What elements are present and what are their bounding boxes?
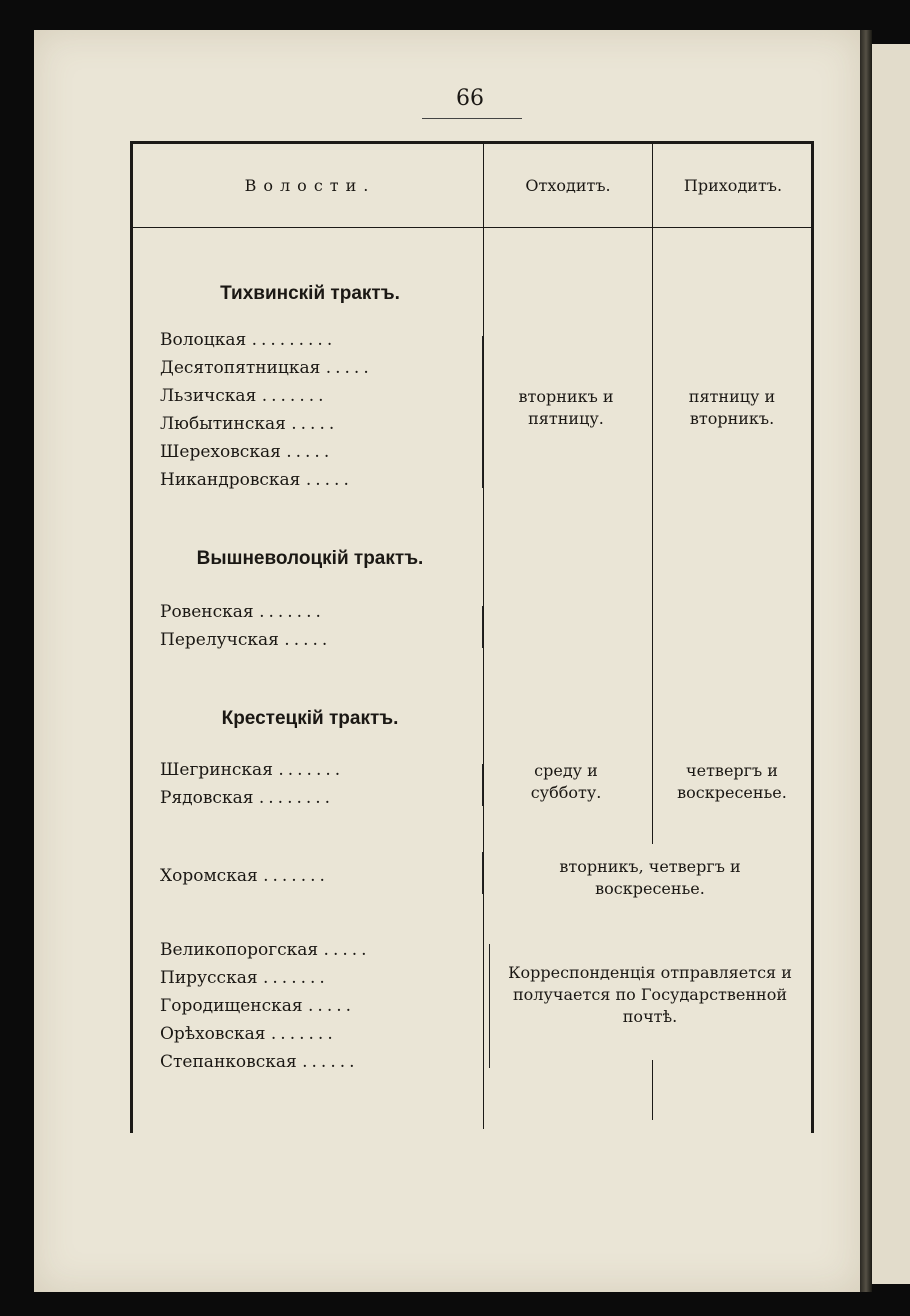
row-group-brace [476, 336, 483, 488]
table-row: Волоцкая ......... [160, 330, 337, 350]
table-row: Льзичская ....... [160, 386, 328, 406]
table-row: Городищенская ..... [160, 996, 356, 1016]
table-row: Шереховская ..... [160, 442, 334, 462]
table-top-border [130, 141, 814, 144]
table-row: Любытинская ..... [160, 414, 339, 434]
section-title-krestets: Крестецкій трактъ. [221, 708, 399, 729]
next-page-edge [872, 44, 910, 1284]
page-number-rule [422, 118, 522, 119]
departs-cell: среду и субботу. [530, 761, 602, 802]
table-row: Никандровская ..... [160, 470, 353, 490]
row-group-brace [476, 852, 483, 894]
header-departs: Отходитъ. [525, 176, 611, 195]
header-arrives: Приходитъ. [683, 176, 783, 195]
table-row: Шегринская ....... [160, 760, 345, 780]
column-divider-2 [652, 144, 653, 844]
page-number: 66 [456, 86, 484, 111]
table-left-border [130, 141, 133, 1133]
arrives-cell: пятницу и вторникъ. [688, 387, 776, 428]
table-row: Перелучская ..... [160, 630, 332, 650]
section-title-vyshnevolotsk: Вышневолоцкій трактъ. [196, 548, 424, 569]
section-title-tikhvin: Тихвинскій трактъ. [220, 283, 400, 304]
row-group-brace [483, 944, 490, 1068]
table-row: Степанковская ...... [160, 1052, 359, 1072]
combined-schedule-cell: вторникъ, четвергъ и воскресенье. [559, 857, 741, 898]
table-row: Великопорогская ..... [160, 940, 371, 960]
table-right-border [811, 141, 814, 1133]
row-group-brace [476, 764, 483, 806]
arrives-cell: четвергъ и воскресенье. [677, 761, 787, 802]
combined-schedule-cell: Корреспонденція отправляется и получается по Государственной почтѣ. [508, 963, 792, 1026]
table-row: Пирусская ....... [160, 968, 329, 988]
row-group-brace [476, 606, 483, 648]
table-row: Десятопятницкая ..... [160, 358, 373, 378]
column-divider-2-lower [652, 1060, 653, 1120]
header-volosti: Волости. [244, 176, 376, 195]
departs-cell: вторникъ и пятницу. [518, 387, 614, 428]
table-row: Хоромская ....... [160, 866, 329, 886]
page-sheet [34, 30, 860, 1292]
book-spine [860, 30, 872, 1292]
table-row: Рядовская ........ [160, 788, 335, 808]
table-row: Орѣховская ....... [160, 1024, 337, 1044]
header-bottom-rule [133, 227, 811, 228]
table-row: Ровенская ....... [160, 602, 325, 622]
